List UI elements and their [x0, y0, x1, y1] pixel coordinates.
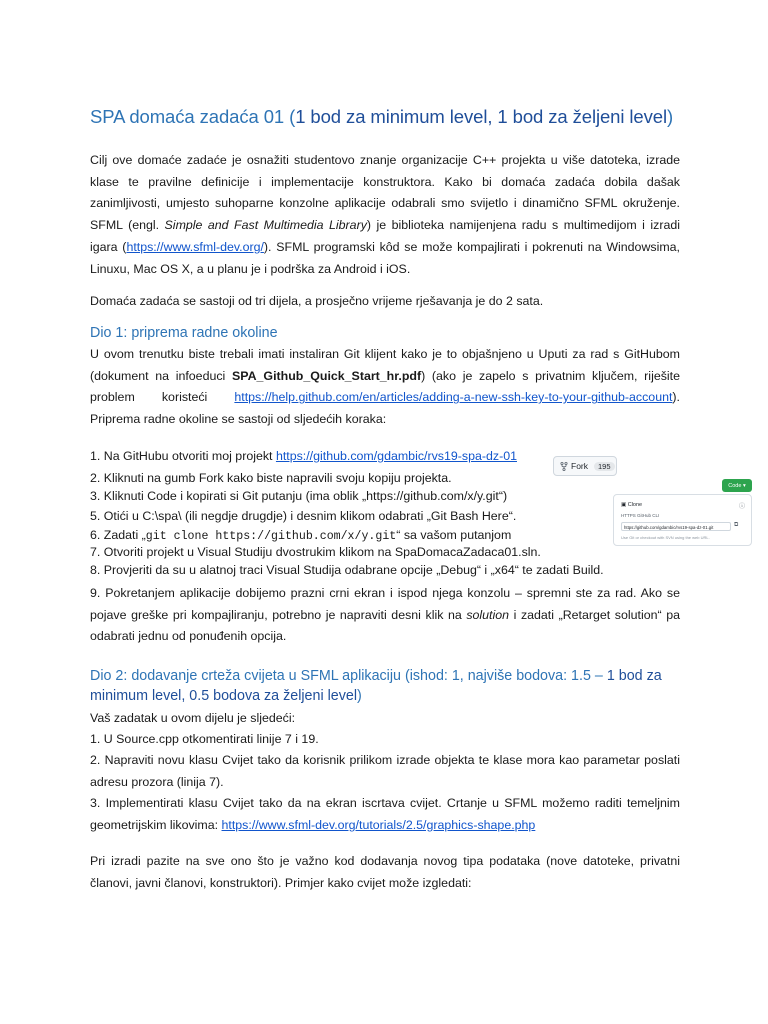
step-7: 7. Otvoriti projekt u Visual Studiju dvostrukim klikom na SpaDomacaZadaca01.sln. — [90, 545, 541, 559]
section2-item-1: 1. U Source.cpp otkomentirati linije 7 i 19. — [90, 732, 319, 746]
section2-heading: Dio 2: dodavanje crteža cvijeta u SFML aplikaciju (ishod: 1, najviše bodova: 1.5 – 1 bod za minimum level, 0.5 bodova za željeni level) — [90, 668, 662, 704]
fork-icon — [560, 462, 568, 471]
section2-points: 1 bod za minimum level, 0.5 bodova za željeni level — [90, 668, 662, 704]
section1-heading: Dio 1: priprema radne okoline — [90, 325, 278, 341]
copy-icon: ⧉ — [734, 522, 739, 528]
sfml-shapes-link[interactable]: https://www.sfml-dev.org/tutorials/2.5/graphics-shape.php — [221, 817, 536, 832]
clone-tabs: HTTPS GitHub CLI — [621, 513, 660, 518]
title-points: 1 bod za minimum level, 1 bod za željeni level — [295, 106, 667, 127]
step-2: 2. Kliknuti na gumb Fork kako biste napravili svoju kopiju projekta. — [90, 471, 452, 485]
clone-title: ▣ Clone — [621, 502, 643, 508]
help-icon: ⓘ — [738, 504, 745, 510]
step-6: 6. Zadati „git clone https://github.com/x/y.git“ sa vašom putanjom — [90, 528, 512, 543]
project-link[interactable]: https://github.com/gdambic/rvs19-spa-dz-01 — [275, 449, 517, 463]
section2-intro: Vaš zadatak u ovom dijelu je sljedeći: — [90, 711, 296, 725]
fork-count: 195 — [594, 462, 615, 471]
step-9: 9. Pokretanjem aplikacije dobijemo prazni crni ekran i ispod njega konzolu – spremni ste za rad. Ako se pojave greške pri kompajliranju, potrebno je napraviti desni klik na solution i zadati „Retarget solution“ pa odabrati jednu od ponuđenih opcija. — [90, 586, 680, 644]
fork-label: Fork — [571, 461, 588, 471]
clone-url: https://github.com/gdambic/rvs19-spa-dz-01.git — [621, 522, 731, 531]
fork-button-screenshot — [553, 456, 617, 476]
git-clone-command: git clone https://github.com/x/y.git — [145, 530, 397, 543]
sfml-link[interactable]: https://www.sfml-dev.org/ — [126, 239, 264, 254]
intro-summary: Domaća zadaća se sastoji od tri dijela, a prosječno vrijeme rješavanja je do 2 sata. — [90, 294, 544, 308]
code-button-screenshot: Code ▾ — [722, 479, 752, 492]
closing-paragraph: Pri izradi pazite na sve ono što je važno kod dodavanja novog tipa podataka (nove datoteke, privatni članovi, javni članovi, konstruktori). Primjer kako cvijet može izgledati: — [90, 854, 680, 890]
step-3: 3. Kliknuti Code i kopirati si Git putanju (ima oblik „https://github.com/x/y.git“) — [90, 489, 508, 503]
clone-panel-screenshot — [613, 494, 752, 546]
intro-paragraph: Cilj ove domaće zadaće je osnažiti studentovo znanje organizacije C++ projekta u više datoteka, izrade klase te pravilne definicije i implementacije konstruktora. Kako bi domaća zadaća dobila dašak zanimljivosti, umjesto suhoparne konzolne aplikacije odabrali smo svijetlo i dinamično SFML okruženje. SFML (engl. Simple and Fast Multimedia Library) je biblioteka namijenjena radu s multimedijom i izradi igara (https://www.sfml-dev.org/). SFML programski kôd se može kompajlirati i pokrenuti na Windowsima, Linuxu, Mac OS X, a u planu je i podrška za Android i iOS. — [90, 153, 680, 276]
section2-item-3: 3. Implementirati klasu Cvijet tako da na ekran iscrtava cvijet. Crtanje u SFML možemo raditi temeljnim geometrijskim likovima: https://www.sfml-dev.org/tutorials/2.5/graphics-shape.php — [90, 796, 680, 832]
ssh-key-link[interactable]: https://help.github.com/en/articles/adding-a-new-ssh-key-to-your-github-account — [234, 390, 673, 405]
document-title: SPA domaća zadaća 01 (1 bod za minimum level, 1 bod za željeni level) — [90, 106, 674, 127]
clone-hint: Use Git or checkout with SVN using the web URL. — [621, 535, 710, 540]
step-8: 8. Provjeriti da su u alatnoj traci Visual Studija odabrane opcije „Debug“ i „x64“ te zadati Build. — [90, 563, 604, 577]
step-5: 5. Otići u C:\spa\ (ili negdje drugdje) i desnim klikom odabrati „Git Bash Here“. — [90, 509, 517, 523]
step-1: 1. Na GitHubu otvoriti moj projekt https://github.com/gdambic/rvs19-spa-dz-01 — [90, 449, 517, 463]
section1-paragraph: U ovom trenutku biste trebali imati instaliran Git klijent kako je to objašnjeno u Uputi za rad s GitHubom (dokument na infoeduci SPA_Github_Quick_Start_hr.pdf) (ako je zapelo s privatnim ključem, riješite problem koristeći https://help.github.com/en/articles/adding-a-new-ssh-key-to-your-github-account). Priprema radne okoline se sastoji od sljedećih koraka: — [90, 347, 680, 427]
section2-item-2: 2. Napraviti novu klasu Cvijet tako da korisnik prilikom izrade objekta te klase mora kao parametar poslati adresu prozora (linija 7). — [90, 753, 680, 789]
